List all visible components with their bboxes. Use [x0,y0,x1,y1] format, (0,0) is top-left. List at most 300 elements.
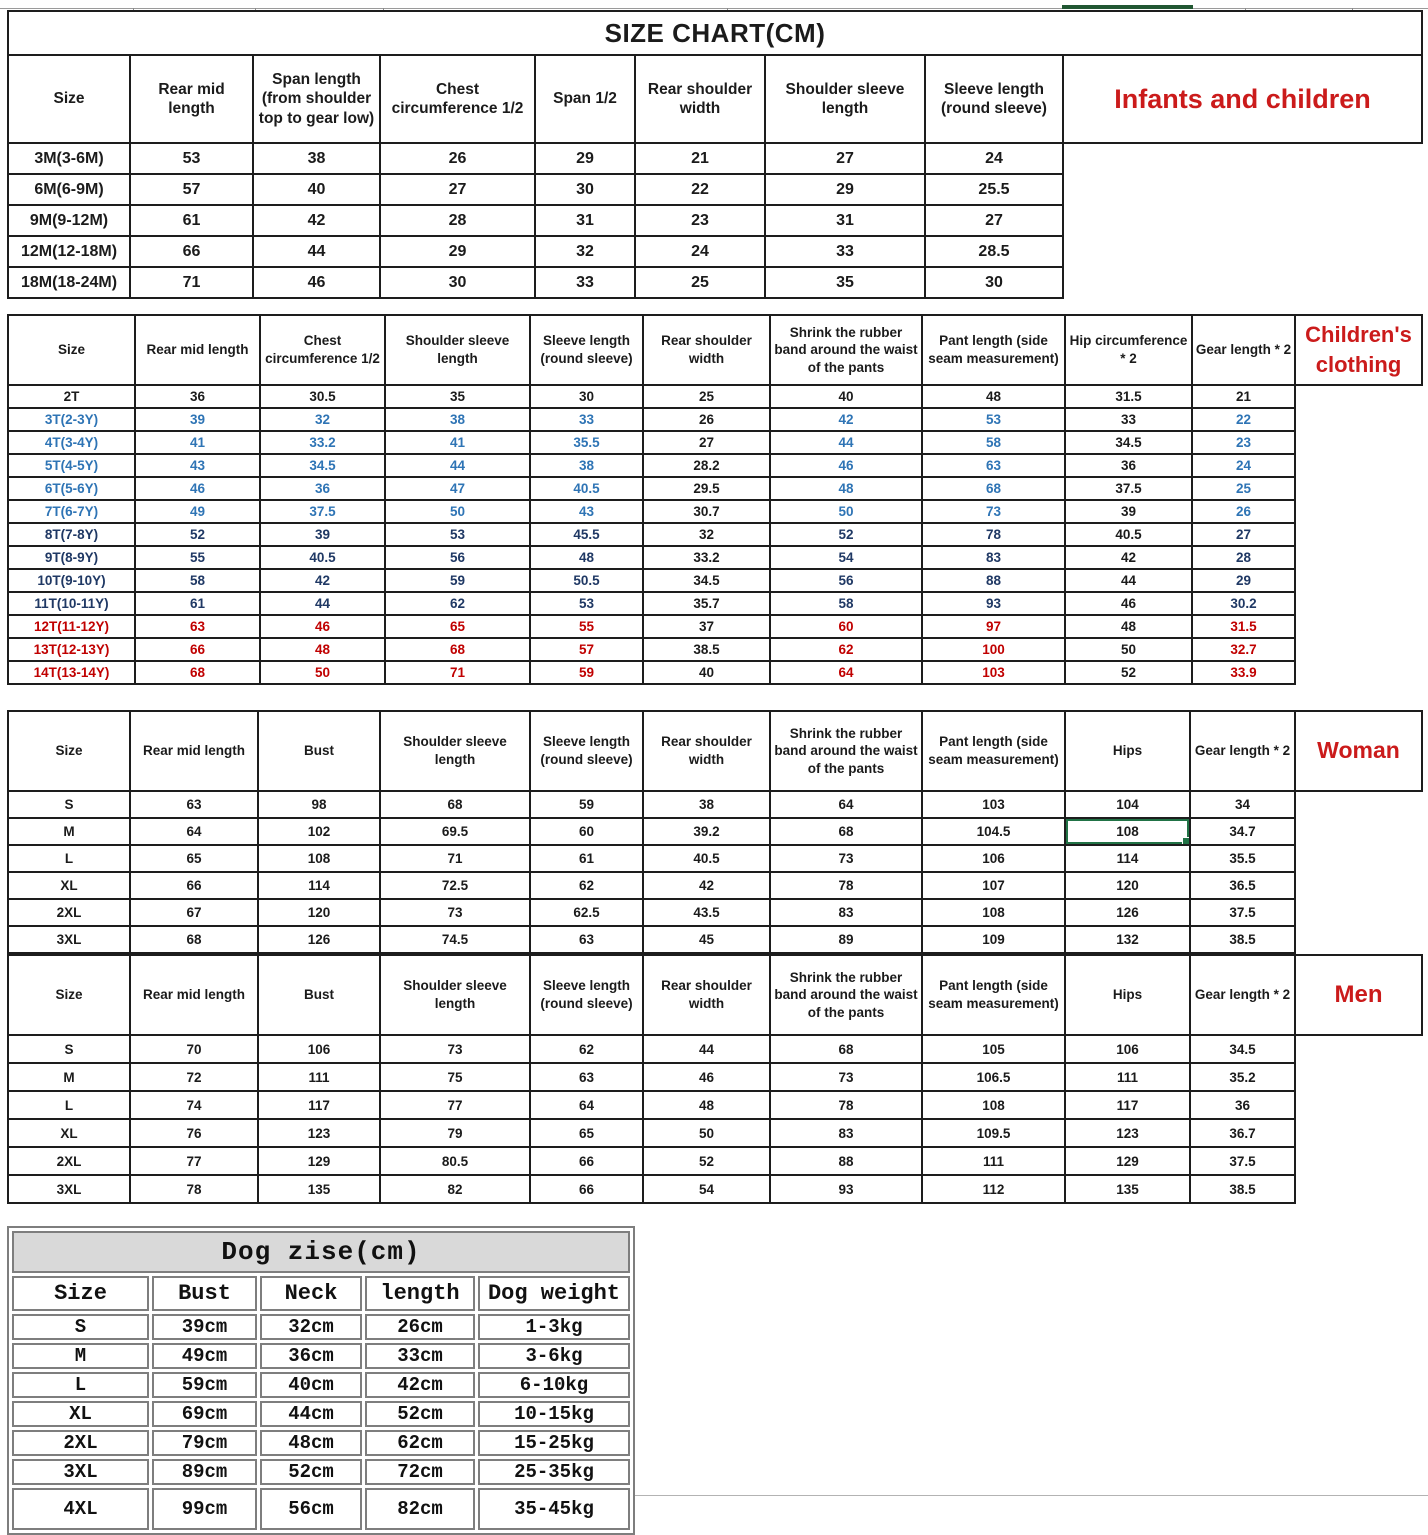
woman-size-table [7,710,1423,954]
column-header: Rear mid length [135,315,260,385]
value-cell: 103 [922,791,1065,818]
value-cell: 135 [1065,1175,1190,1203]
value-cell: 97 [922,615,1065,638]
value-cell: 21 [635,143,765,174]
value-cell: 56 [385,546,530,569]
value-cell: 93 [770,1175,922,1203]
value-cell: 106 [1065,1035,1190,1063]
value-cell: 129 [1065,1147,1190,1175]
value-cell: 31.5 [1065,385,1192,408]
value-cell: 111 [922,1147,1065,1175]
size-cell: 3XL [8,926,130,953]
value-cell: 63 [530,1063,643,1091]
value-cell: 78 [130,1175,258,1203]
value-cell: 26 [643,408,770,431]
value-cell: 50 [770,500,922,523]
value-cell: 45.5 [530,523,643,546]
value-cell: 37.5 [1190,899,1295,926]
value-cell: 36 [1065,454,1192,477]
value-cell: 40.5 [260,546,385,569]
value-cell: 32 [260,408,385,431]
value-cell: 106 [922,845,1065,872]
value-cell: 59 [530,791,643,818]
table-row [8,1175,1422,1203]
column-header: Size [8,315,135,385]
table-row [8,592,1422,615]
size-cell: 2T [8,385,135,408]
column-header: Rear shoulder width [643,315,770,385]
size-chart-title: SIZE CHART(CM) [8,11,1422,55]
value-cell: 23 [635,205,765,236]
infants-table-section [7,10,1423,299]
column-header: Hip circumference * 2 [1065,315,1192,385]
value-cell: 42 [260,569,385,592]
value-cell: 31 [535,205,635,236]
value-cell: 132 [1065,926,1190,953]
value-cell: 78 [770,1091,922,1119]
value-cell: 41 [385,431,530,454]
size-cell: L [8,1091,130,1119]
value-cell: 88 [922,569,1065,592]
value-cell: 52cm [365,1401,475,1427]
value-cell: 126 [1065,899,1190,926]
value-cell: 36 [1190,1091,1295,1119]
value-cell: 28 [380,205,535,236]
value-cell: 40.5 [643,845,770,872]
size-cell: 9M(9-12M) [8,205,130,236]
value-cell: 33.2 [260,431,385,454]
table-row [8,143,1422,174]
value-cell: 56 [770,569,922,592]
value-cell: 33 [535,267,635,298]
column-header: Hips [1065,955,1190,1035]
value-cell: 35 [765,267,925,298]
chart-title-row [8,11,1422,55]
header-row [12,1276,630,1311]
table-row [8,174,1422,205]
value-cell: 42 [253,205,380,236]
value-cell: 33 [1065,408,1192,431]
size-cell: M [8,1063,130,1091]
table-row [8,661,1422,684]
value-cell: 74.5 [380,926,530,953]
value-cell: 40 [770,385,922,408]
value-cell: 108 [258,845,380,872]
value-cell: 129 [258,1147,380,1175]
value-cell: 79cm [152,1430,257,1456]
value-cell: 33cm [365,1343,475,1369]
size-cell: 6M(6-9M) [8,174,130,205]
value-cell: 27 [925,205,1063,236]
dog-table-section [7,1226,635,1535]
value-cell: 114 [258,872,380,899]
value-cell: 36.7 [1190,1119,1295,1147]
value-cell: 38 [385,408,530,431]
value-cell: 29.5 [643,477,770,500]
value-cell: 40.5 [530,477,643,500]
value-cell: 61 [530,845,643,872]
value-cell: 25 [635,267,765,298]
value-cell: 52 [135,523,260,546]
value-cell: 25.5 [925,174,1063,205]
value-cell: 36cm [260,1343,362,1369]
value-cell: 30 [925,267,1063,298]
column-header: Rear shoulder width [643,711,770,791]
value-cell: 123 [258,1119,380,1147]
value-cell: 108 [922,1091,1065,1119]
table-row [8,205,1422,236]
value-cell: 65 [130,845,258,872]
value-cell: 27 [643,431,770,454]
size-cell: 2XL [12,1430,149,1456]
value-cell: 26 [380,143,535,174]
size-cell: 6T(5-6Y) [8,477,135,500]
value-cell: 89 [770,926,922,953]
value-cell: 50 [1065,638,1192,661]
value-cell: 50 [643,1119,770,1147]
size-cell: 3XL [8,1175,130,1203]
value-cell: 35.5 [530,431,643,454]
value-cell: 38 [253,143,380,174]
column-header: Rear shoulder width [635,55,765,143]
table-row [8,569,1422,592]
value-cell: 68 [130,926,258,953]
column-header: Rear mid length [130,55,253,143]
value-cell: 35 [385,385,530,408]
table-row [8,899,1422,926]
value-cell: 42 [643,872,770,899]
value-cell: 32 [535,236,635,267]
size-cell: 13T(12-13Y) [8,638,135,661]
value-cell: 50 [260,661,385,684]
table-row [8,1147,1422,1175]
value-cell: 65 [385,615,530,638]
value-cell: 60 [770,615,922,638]
value-cell: 31.5 [1192,615,1295,638]
value-cell: 58 [135,569,260,592]
table-row [8,408,1422,431]
value-cell: 73 [770,1063,922,1091]
table-row [12,1459,630,1485]
value-cell: 75 [380,1063,530,1091]
value-cell: 35.2 [1190,1063,1295,1091]
value-cell: 34.5 [643,569,770,592]
value-cell: 23 [1192,431,1295,454]
size-cell: 11T(10-11Y) [8,592,135,615]
value-cell: 15-25kg [478,1430,630,1456]
value-cell: 34.7 [1190,818,1295,845]
infants-size-table [7,10,1423,299]
table-row [12,1430,630,1456]
value-cell: 105 [922,1035,1065,1063]
table-row [12,1372,630,1398]
value-cell: 64 [130,818,258,845]
column-header: Gear length * 2 [1192,315,1295,385]
size-cell: 10T(9-10Y) [8,569,135,592]
value-cell: 108 [922,899,1065,926]
value-cell: 48 [643,1091,770,1119]
dog-title-row [12,1231,630,1273]
column-header: Size [8,711,130,791]
size-cell: 14T(13-14Y) [8,661,135,684]
value-cell: 38.5 [643,638,770,661]
size-cell: 2XL [8,899,130,926]
value-cell: 93 [922,592,1065,615]
size-cell: 3M(3-6M) [8,143,130,174]
value-cell: 25-35kg [478,1459,630,1485]
size-cell: 12M(12-18M) [8,236,130,267]
value-cell: 68 [770,818,922,845]
group-label: Infants and children [1063,55,1422,143]
value-cell: 36.5 [1190,872,1295,899]
table-row [8,546,1422,569]
value-cell: 46 [643,1063,770,1091]
value-cell: 3-6kg [478,1343,630,1369]
value-cell: 6-10kg [478,1372,630,1398]
value-cell: 43 [530,500,643,523]
table-row [8,500,1422,523]
value-cell: 66 [530,1175,643,1203]
value-cell: 43 [135,454,260,477]
value-cell: 29 [535,143,635,174]
value-cell: 50.5 [530,569,643,592]
value-cell: 62cm [365,1430,475,1456]
value-cell: 26cm [365,1314,475,1340]
value-cell: 28.2 [643,454,770,477]
men-size-table [7,954,1423,1204]
value-cell: 65 [530,1119,643,1147]
column-header: Sleeve length (round sleeve) [530,711,643,791]
value-cell: 33.2 [643,546,770,569]
column-header: Size [8,955,130,1035]
value-cell: 83 [922,546,1065,569]
value-cell: 34.5 [260,454,385,477]
value-cell: 40cm [260,1372,362,1398]
size-cell: 7T(6-7Y) [8,500,135,523]
value-cell: 109 [922,926,1065,953]
value-cell: 61 [135,592,260,615]
value-cell: 57 [130,174,253,205]
column-header: Rear shoulder width [643,955,770,1035]
column-header: Gear length * 2 [1190,955,1295,1035]
value-cell: 37.5 [1190,1147,1295,1175]
column-header: Size [8,55,130,143]
value-cell: 48 [1065,615,1192,638]
value-cell: 39 [135,408,260,431]
value-cell: 39 [1065,500,1192,523]
value-cell: 53 [530,592,643,615]
value-cell: 126 [258,926,380,953]
table-row [8,615,1422,638]
value-cell: 103 [922,661,1065,684]
value-cell: 63 [530,926,643,953]
value-cell: 30.5 [260,385,385,408]
value-cell: 37 [643,615,770,638]
size-cell: 3XL [12,1459,149,1485]
size-cell: S [12,1314,149,1340]
value-cell: 104 [1065,791,1190,818]
value-cell: 28 [1192,546,1295,569]
value-cell: 10-15kg [478,1401,630,1427]
value-cell: 50 [385,500,530,523]
value-cell: 73 [770,845,922,872]
table-row [8,1119,1422,1147]
value-cell: 76 [130,1119,258,1147]
value-cell: 29 [380,236,535,267]
header-row [8,955,1422,1035]
size-cell: M [8,818,130,845]
value-cell: 52 [770,523,922,546]
value-cell: 44 [643,1035,770,1063]
table-row [8,872,1422,899]
value-cell: 62 [385,592,530,615]
value-cell: 73 [380,1035,530,1063]
size-cell: XL [8,1119,130,1147]
value-cell: 47 [385,477,530,500]
value-cell: 63 [135,615,260,638]
size-cell: 8T(7-8Y) [8,523,135,546]
value-cell: 39cm [152,1314,257,1340]
value-cell: 38.5 [1190,1175,1295,1203]
value-cell: 52 [643,1147,770,1175]
size-cell: L [8,845,130,872]
header-row [8,55,1422,143]
value-cell: 46 [260,615,385,638]
column-header: Sleeve length (round sleeve) [530,315,643,385]
value-cell: 1-3kg [478,1314,630,1340]
value-cell: 26 [1192,500,1295,523]
size-cell: 12T(11-12Y) [8,615,135,638]
size-cell: 5T(4-5Y) [8,454,135,477]
value-cell: 30.7 [643,500,770,523]
table-row [8,638,1422,661]
value-cell: 67 [130,899,258,926]
value-cell: 53 [385,523,530,546]
table-row [12,1314,630,1340]
value-cell: 58 [770,592,922,615]
column-header: Shoulder sleeve length [380,711,530,791]
value-cell: 39 [260,523,385,546]
value-cell: 74 [130,1091,258,1119]
grid-line-top [0,8,1428,9]
value-cell: 41 [135,431,260,454]
value-cell: 62 [530,1035,643,1063]
value-cell: 44 [260,592,385,615]
value-cell: 30 [380,267,535,298]
column-header: Rear mid length [130,711,258,791]
column-header: Shoulder sleeve length [385,315,530,385]
value-cell: 99cm [152,1488,257,1530]
value-cell: 22 [1192,408,1295,431]
value-cell: 117 [258,1091,380,1119]
value-cell: 114 [1065,845,1190,872]
value-cell: 72cm [365,1459,475,1485]
value-cell: 73 [922,500,1065,523]
column-header: Shrink the rubber band around the waist of the pants [770,955,922,1035]
size-cell: L [12,1372,149,1398]
table-row [8,818,1422,845]
table-row [12,1401,630,1427]
value-cell: 68 [770,1035,922,1063]
value-cell: 78 [922,523,1065,546]
grid-line-bottom [570,1495,1428,1496]
value-cell: 72.5 [380,872,530,899]
value-cell: 80.5 [380,1147,530,1175]
table-row [8,791,1422,818]
value-cell: 40 [253,174,380,205]
column-header: Hips [1065,711,1190,791]
table-row [8,454,1422,477]
column-header: Span length (from shoulder top to gear low) [253,55,380,143]
size-cell: 4T(3-4Y) [8,431,135,454]
value-cell: 30 [530,385,643,408]
value-cell: 66 [530,1147,643,1175]
value-cell: 70 [130,1035,258,1063]
column-header: Rear mid length [130,955,258,1035]
table-row [8,1063,1422,1091]
value-cell: 106.5 [922,1063,1065,1091]
table-row [12,1488,630,1530]
value-cell: 107 [922,872,1065,899]
value-cell: 32cm [260,1314,362,1340]
value-cell: 64 [770,661,922,684]
value-cell: 64 [530,1091,643,1119]
value-cell: 77 [380,1091,530,1119]
value-cell: 49cm [152,1343,257,1369]
value-cell: 64 [770,791,922,818]
value-cell: 120 [1065,872,1190,899]
value-cell: 32.7 [1192,638,1295,661]
value-cell: 33.9 [1192,661,1295,684]
column-header: Chest circumference 1/2 [260,315,385,385]
value-cell: 112 [922,1175,1065,1203]
value-cell: 35.5 [1190,845,1295,872]
table-row [8,431,1422,454]
value-cell: 44 [770,431,922,454]
column-header: Shrink the rubber band around the waist of the pants [770,315,922,385]
value-cell: 100 [922,638,1065,661]
table-row [8,1091,1422,1119]
value-cell: 135 [258,1175,380,1203]
table-row [8,385,1422,408]
value-cell: 63 [130,791,258,818]
value-cell: 98 [258,791,380,818]
size-cell: S [8,791,130,818]
value-cell: 37.5 [260,500,385,523]
value-cell: 34.5 [1065,431,1192,454]
value-cell: 22 [635,174,765,205]
value-cell: 60 [530,818,643,845]
value-cell: 42 [770,408,922,431]
value-cell: 31 [765,205,925,236]
value-cell: 83 [770,899,922,926]
value-cell: 38 [643,791,770,818]
value-cell: 40.5 [1065,523,1192,546]
value-cell: 102 [258,818,380,845]
size-cell: XL [12,1401,149,1427]
column-header: Sleeve length (round sleeve) [530,955,643,1035]
value-cell: 30.2 [1192,592,1295,615]
value-cell: 46 [770,454,922,477]
value-cell: 55 [530,615,643,638]
value-cell: 66 [135,638,260,661]
value-cell: 34 [1190,791,1295,818]
value-cell: 25 [643,385,770,408]
value-cell: 82cm [365,1488,475,1530]
value-cell: 52 [1065,661,1192,684]
column-header: Size [12,1276,149,1311]
column-header: length [365,1276,475,1311]
